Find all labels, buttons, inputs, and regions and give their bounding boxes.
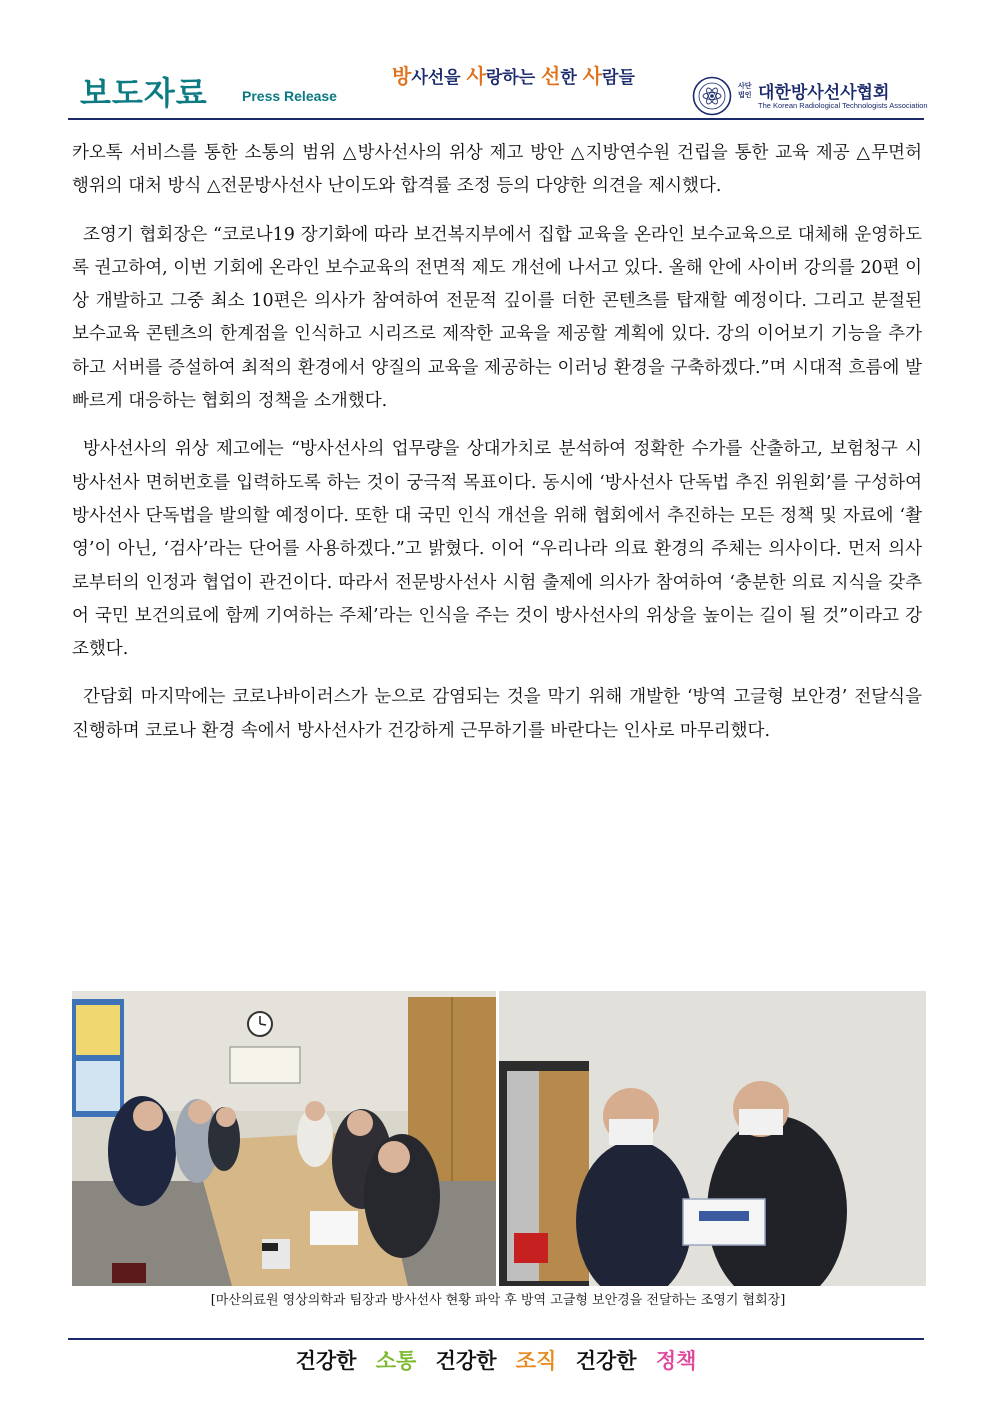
header-divider bbox=[68, 118, 924, 120]
footer-text: 건강한 bbox=[295, 1349, 364, 1373]
association-seal-icon bbox=[692, 76, 732, 116]
footer-keyword: 소통 bbox=[375, 1349, 417, 1373]
slogan-part: 람들 bbox=[602, 68, 635, 88]
paragraph: 간담회 마지막에는 코로나바이러스가 눈으로 감염되는 것을 막기 위해 개발한 ‘방역 고글형 보안경’ 전달식을 진행하며 코로나 환경 속에서 방사선사가 건강하게 근무하기를 바란다는 인사로 마무리했다. bbox=[72, 687, 922, 741]
photo-row bbox=[72, 991, 926, 1286]
photo-caption: [마산의료원 영상의학과 팀장과 방사선사 현황 파악 후 방역 고글형 보안경을 전달하는 조영기 협회장] bbox=[210, 1293, 786, 1308]
meeting-photo bbox=[72, 991, 496, 1286]
page-header bbox=[72, 58, 928, 116]
paragraph: 방사선사의 위상 제고에는 “방사선사의 업무량을 상대가치로 분석하여 정확한 수가를 산출하고, 보험청구 시 방사선사 면허번호를 입력하도록 하는 것이 궁극적 목표이다. 동시에 ‘방사선사 단독법 추진 위원회’를 구성하여 방사선사 단독법을 발의할 예정이다. 또한 대 국민 인식 개선을 위해 협회에서 추진하는 모든 정책 및 자료에 ‘촬영’이 아닌, ‘검사’라는 단어를 사용하겠다.”고 밝혔다. 이어 “우리나라 의료 환경의 주체는 의사이다. 먼저 의사로부터의 인정과 협업이 관건이다. 따라서 전문방사선사 시험 출제에 의사가 참여하여 ‘충분한 의료 지식을 갖추어 국민 보건의료에 함께 기여하는 주체’라는 인식을 주는 것이 방사선사의 위상을 높이는 길이 될 것”이라고 강조했다. bbox=[72, 439, 922, 660]
footer-divider bbox=[68, 1338, 924, 1340]
slogan bbox=[392, 60, 635, 89]
slogan-part: 랑하는 bbox=[485, 68, 542, 88]
slogan-part: 사 bbox=[582, 64, 603, 88]
association-logo bbox=[692, 76, 928, 116]
slogan-part: 선 bbox=[541, 64, 561, 88]
paragraph: 카오톡 서비스를 통한 소통의 범위 △방사선사의 위상 제고 방안 △지방연수원 건립을 통한 교육 제공 △무면허 행위의 대처 방식 △전문방사선사 난이도와 합격률 조정 등의 다양한 의견을 제시했다. bbox=[72, 143, 922, 197]
slogan-part: 사 bbox=[466, 64, 486, 88]
slogan-part: 사선을 bbox=[411, 68, 467, 88]
handover-photo bbox=[499, 991, 926, 1286]
paragraph: 조영기 협회장은 “코로나19 장기화에 따라 보건복지부에서 집합 교육을 온라인 보수교육으로 대체해 운영하도록 권고하여, 이번 기회에 온라인 보수교육의 전면적 제도 개선에 나서고 있다. 올해 안에 사이버 강의를 20편 이상 개발하고 그중 최소 10편은 의사가 참여하여 전문적 깊이를 더한 콘텐츠를 탑재할 예정이다. 그리고 분절된 보수교육 콘텐츠의 한계점을 인식하고 시리즈로 제작한 교육을 제공할 계획에 있다. 강의 이어보기 기능을 추가하고 서버를 증설하여 최적의 환경에서 양질의 교육을 제공하는 이러닝 환경을 구축하겠다.”며 시대적 흐름에 발 빠르게 대응하는 협회의 정책을 소개했다. bbox=[72, 224, 922, 412]
association-english-name: The Korean Radiological Technologists Association bbox=[758, 101, 928, 110]
association-tag: 사단법인 bbox=[738, 82, 752, 99]
press-release-subtitle: Press Release bbox=[242, 88, 337, 104]
slogan-part: 방 bbox=[392, 64, 412, 88]
footer-slogan bbox=[0, 1345, 992, 1375]
footer-keyword: 조직 bbox=[515, 1349, 557, 1373]
association-name: 대한방사선사협회 bbox=[758, 83, 890, 103]
article-body bbox=[72, 137, 922, 748]
slogan-part: 한 bbox=[560, 68, 583, 88]
press-release-title: 보도자료 bbox=[80, 74, 208, 112]
footer-text: 건강한 bbox=[575, 1349, 644, 1373]
footer-text: 건강한 bbox=[435, 1349, 504, 1373]
footer-keyword: 정책 bbox=[655, 1349, 697, 1373]
